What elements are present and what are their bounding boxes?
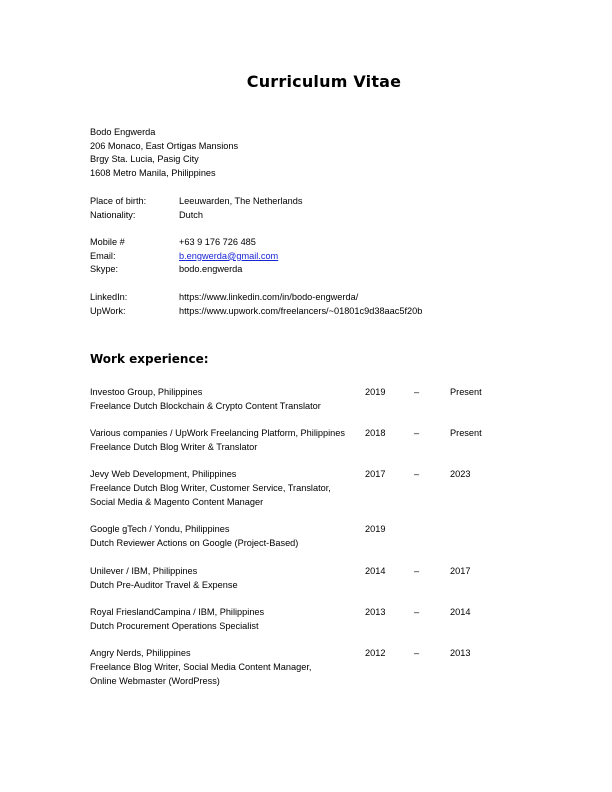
job-entry [90,386,510,414]
job-end-year: Present [450,387,482,397]
linkedin-url: https://www.linkedin.com/in/bodo-engwerda/ [179,292,359,302]
job-start-year: 2013 [365,607,386,617]
mobile-value: +63 9 176 726 485 [179,237,256,247]
job-date-dash: – [414,607,420,617]
skype-label: Skype: [90,264,119,275]
job-role: Freelance Dutch Blog Writer & Translator [90,442,258,452]
job-start-year: 2019 [365,524,386,534]
nationality-value: Dutch [179,209,204,220]
address-line-2: Brgy Sta. Lucia, Pasig City [90,154,199,165]
mobile-row [90,236,278,250]
job-company: Royal FrieslandCampina / IBM, Philippines [90,607,265,617]
job-date-dash: – [414,387,420,397]
job-company: Angry Nerds, Philippines [90,648,191,658]
job-end-year: 2013 [450,648,471,658]
upwork-url: https://www.upwork.com/freelancers/~01801c9d38aac5f20b [179,305,423,316]
job-start-year: 2014 [365,566,386,576]
upwork-row [90,305,422,319]
work-experience-heading: Work experience: [90,352,209,366]
job-entry [90,606,510,634]
job-end-year: Present [450,428,482,438]
job-end-year: 2017 [450,566,471,576]
skype-value: bodo.engwerda [179,264,243,275]
address-line-1: 206 Monaco, East Ortigas Mansions [90,140,239,151]
mobile-label: Mobile # [90,237,125,247]
email-row [90,250,278,264]
contact-methods-block [90,236,278,277]
job-entry [90,647,510,689]
birth-row [90,195,302,209]
job-start-year: 2017 [365,469,386,479]
job-date-dash: – [414,648,420,658]
job-role: Dutch Reviewer Actions on Google (Project-Based) [90,538,299,548]
job-end-year: 2023 [450,469,471,479]
job-entry [90,565,510,593]
linkedin-row [90,291,422,305]
job-date-dash: – [414,469,420,479]
job-end-year: 2014 [450,607,471,617]
online-profiles-block [90,291,422,318]
job-company: Unilever / IBM, Philippines [90,566,198,576]
address-line-3: 1608 Metro Manila, Philippines [90,168,216,179]
job-start-year: 2012 [365,648,386,658]
job-company: Various companies / UpWork Freelancing Platform, Philippines [90,428,345,438]
job-company: Google gTech / Yondu, Philippines [90,524,230,534]
job-company: Jevy Web Development, Philippines [90,469,237,479]
email-label: Email: [90,250,116,261]
job-date-dash: – [414,566,420,576]
email-link[interactable]: b.engwerda@gmail.com [179,250,279,261]
upwork-label: UpWork: [90,305,126,316]
job-role: Freelance Blog Writer, Social Media Content Manager, [90,662,312,672]
job-role: Dutch Pre-Auditor Travel & Expense [90,580,238,590]
nationality-row [90,209,302,223]
job-entry [90,523,510,551]
job-date-dash: – [414,428,420,438]
job-start-year: 2018 [365,428,386,438]
job-entry [90,427,510,455]
linkedin-label: LinkedIn: [90,292,128,302]
job-role-continued: Social Media & Magento Content Manager [90,497,264,507]
contact-name: Bodo Engwerda [90,127,156,137]
job-role-continued: Online Webmaster (WordPress) [90,676,220,686]
contact-address-block [90,126,238,181]
birth-label: Place of birth: [90,196,147,206]
personal-details-block [90,195,302,222]
job-company: Investoo Group, Philippines [90,387,203,397]
page-title: Curriculum Vitae [246,72,402,91]
birth-value: Leeuwarden, The Netherlands [179,196,303,206]
job-start-year: 2019 [365,387,386,397]
job-role: Freelance Dutch Blog Writer, Customer Service, Translator, [90,483,331,493]
nationality-label: Nationality: [90,209,136,220]
skype-row [90,263,278,277]
job-role: Dutch Procurement Operations Specialist [90,621,259,631]
job-role: Freelance Dutch Blockchain & Crypto Content Translator [90,401,321,411]
job-entry [90,468,510,510]
